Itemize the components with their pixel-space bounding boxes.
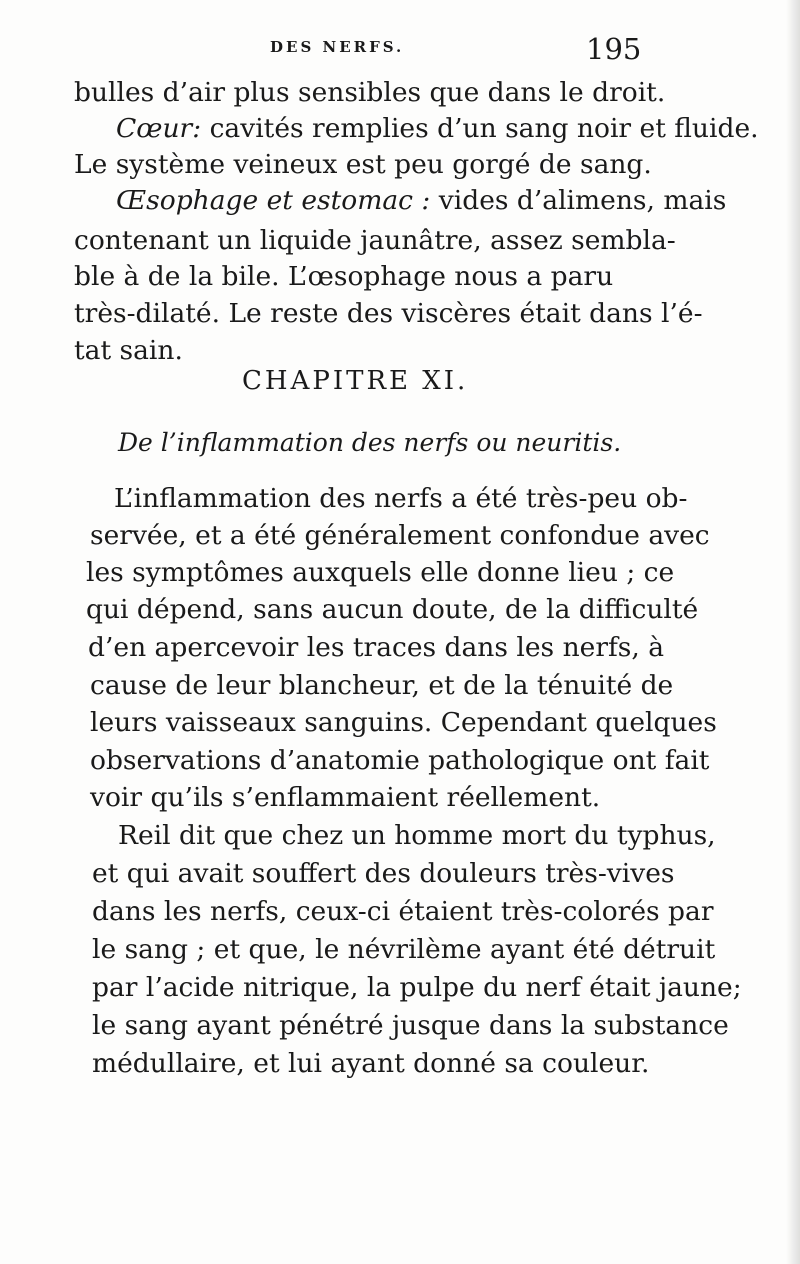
body-line-5 — [74, 226, 676, 256]
body-line-4-italic-lead: Œsophage et estomac : — [116, 185, 431, 216]
body-line-3-text: Le système veineux est peu gorgé de sang. — [74, 149, 652, 180]
chapter-line-10-text: Reil dit que chez un homme mort du typhus, — [118, 820, 716, 851]
body-line-1-text: bulles d’air plus sensibles que dans le droit. — [74, 77, 666, 108]
chapter-line-9 — [90, 783, 600, 813]
chapter-line-5-text: d’en apercevoir les traces dans les nerfs, à — [88, 632, 665, 663]
chapter-line-3 — [86, 558, 674, 588]
chapter-line-6 — [90, 671, 673, 701]
body-line-2-italic-lead: Cœur: — [116, 113, 202, 144]
chapter-line-2-text: servée, et a été généralement confondue avec — [90, 520, 710, 551]
chapter-line-15 — [92, 1011, 729, 1041]
body-line-7 — [74, 299, 703, 329]
chapter-line-11 — [92, 859, 675, 889]
body-line-3 — [74, 150, 652, 180]
body-line-4 — [116, 186, 726, 216]
chapter-line-16-text: médullaire, et lui ayant donné sa couleur. — [92, 1048, 650, 1079]
chapter-line-11-text: et qui avait souffert des douleurs très-vives — [92, 858, 675, 889]
chapter-line-3-text: les symptômes auxquels elle donne lieu ; ce — [86, 557, 675, 588]
chapter-line-15-text: le sang ayant pénétré jusque dans la substance — [92, 1010, 729, 1041]
body-line-2-text: cavités remplies d’un sang noir et fluide. — [201, 113, 759, 144]
chapter-subtitle: De l’inflammation des nerfs ou neuritis. — [118, 428, 622, 457]
body-line-8 — [74, 336, 183, 366]
chapter-line-7 — [90, 708, 717, 738]
page-number: 195 — [586, 32, 642, 66]
body-line-4-text: vides d’alimens, mais — [430, 185, 727, 216]
chapter-line-13-text: le sang ; et que, le névrilème ayant été détruit — [92, 934, 716, 965]
chapter-line-5 — [88, 633, 664, 663]
body-line-6 — [74, 262, 613, 292]
chapter-line-13 — [92, 935, 715, 965]
chapter-line-12 — [92, 897, 713, 927]
chapter-line-7-text: leurs vaisseaux sanguins. Cependant quelques — [90, 707, 717, 738]
chapter-line-2 — [90, 521, 710, 551]
chapter-line-9-text: voir qu’ils s’enflammaient réellement. — [90, 782, 601, 813]
chapter-line-12-text: dans les nerfs, ceux-ci étaient très-colorés par — [92, 896, 714, 927]
body-line-2 — [116, 114, 759, 144]
chapter-line-14 — [92, 973, 742, 1003]
chapter-line-10 — [118, 821, 716, 851]
page-edge-shadow — [786, 0, 800, 1264]
chapter-line-6-text: cause de leur blancheur, et de la ténuité de — [90, 670, 674, 701]
chapter-line-1 — [114, 484, 687, 514]
chapter-line-1-text: L’inflammation des nerfs a été très-peu ob- — [114, 483, 688, 514]
body-line-5-text: contenant un liquide jaunâtre, assez sembla- — [74, 225, 676, 256]
body-line-8-text: tat sain. — [74, 335, 183, 366]
chapter-line-4 — [86, 595, 698, 625]
body-line-6-text: ble à de la bile. L’œsophage nous a paru — [74, 261, 614, 292]
chapter-line-14-text: par l’acide nitrique, la pulpe du nerf était jaune; — [92, 972, 742, 1003]
body-line-1 — [74, 78, 665, 108]
running-head: DES NERFS. — [270, 38, 405, 56]
chapter-line-4-text: qui dépend, sans aucun doute, de la difficulté — [86, 594, 699, 625]
body-line-7-text: très-dilaté. Le reste des viscères était dans l’é- — [74, 298, 703, 329]
chapter-line-16 — [92, 1049, 649, 1079]
chapter-line-8-text: observations d’anatomie pathologique ont fait — [90, 745, 710, 776]
chapter-line-8 — [90, 746, 709, 776]
chapter-title: CHAPITRE XI. — [242, 366, 469, 396]
